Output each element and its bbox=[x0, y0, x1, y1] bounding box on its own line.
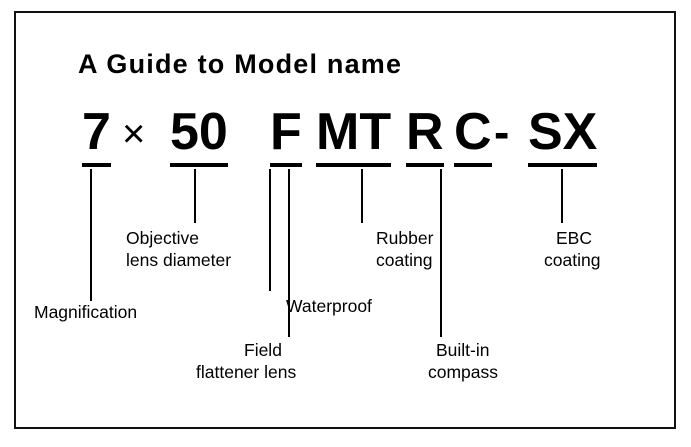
callout-rubber-line-2: coating bbox=[376, 250, 433, 270]
leader-line-magnification bbox=[90, 169, 92, 301]
leader-line-objective bbox=[194, 169, 196, 223]
callout-objective bbox=[126, 227, 231, 271]
callout-waterproof-line-1: Waterproof bbox=[286, 296, 372, 316]
model-token-compass: C bbox=[454, 103, 492, 161]
callout-rubber-line-1: Rubber bbox=[376, 228, 434, 248]
model-token-magnification: 7 bbox=[82, 103, 111, 161]
model-name-row bbox=[76, 101, 636, 163]
callout-ebc-line-2: coating bbox=[544, 250, 601, 270]
page-title: A Guide to Model name bbox=[78, 49, 403, 79]
callout-waterproof bbox=[286, 295, 372, 317]
model-token-ebc: SX bbox=[528, 103, 598, 161]
diagram-frame bbox=[14, 11, 676, 429]
callout-rubber bbox=[376, 227, 433, 271]
leader-line-waterproof bbox=[269, 169, 271, 291]
callout-field-flattener-line-2: flattener lens bbox=[196, 362, 297, 382]
model-token-objective: 50 bbox=[170, 103, 228, 161]
callout-magnification-line-1: Magnification bbox=[34, 302, 138, 322]
callout-compass-line-2: compass bbox=[428, 362, 499, 382]
model-token-multiply-sign: × bbox=[122, 112, 146, 156]
callout-magnification bbox=[34, 301, 137, 323]
leader-line-ebc bbox=[561, 169, 563, 223]
leader-line-rubber bbox=[361, 169, 363, 223]
callout-ebc bbox=[544, 227, 600, 271]
callout-compass-line-1: Built-in bbox=[436, 340, 490, 360]
model-token-rubber: R bbox=[406, 103, 444, 161]
callout-field-flattener-line-1: Field bbox=[244, 340, 282, 360]
callout-field-flattener bbox=[196, 339, 296, 383]
callout-compass bbox=[428, 339, 498, 383]
model-token-waterproof: F bbox=[270, 103, 302, 161]
callout-objective-line-1: Objective bbox=[126, 228, 199, 248]
callout-ebc-line-1: EBC bbox=[556, 228, 592, 248]
model-token-dash: - bbox=[494, 106, 510, 158]
leader-line-compass bbox=[440, 169, 442, 337]
model-token-field-flattener: MT bbox=[316, 103, 392, 161]
callout-objective-line-2: lens diameter bbox=[126, 250, 232, 270]
